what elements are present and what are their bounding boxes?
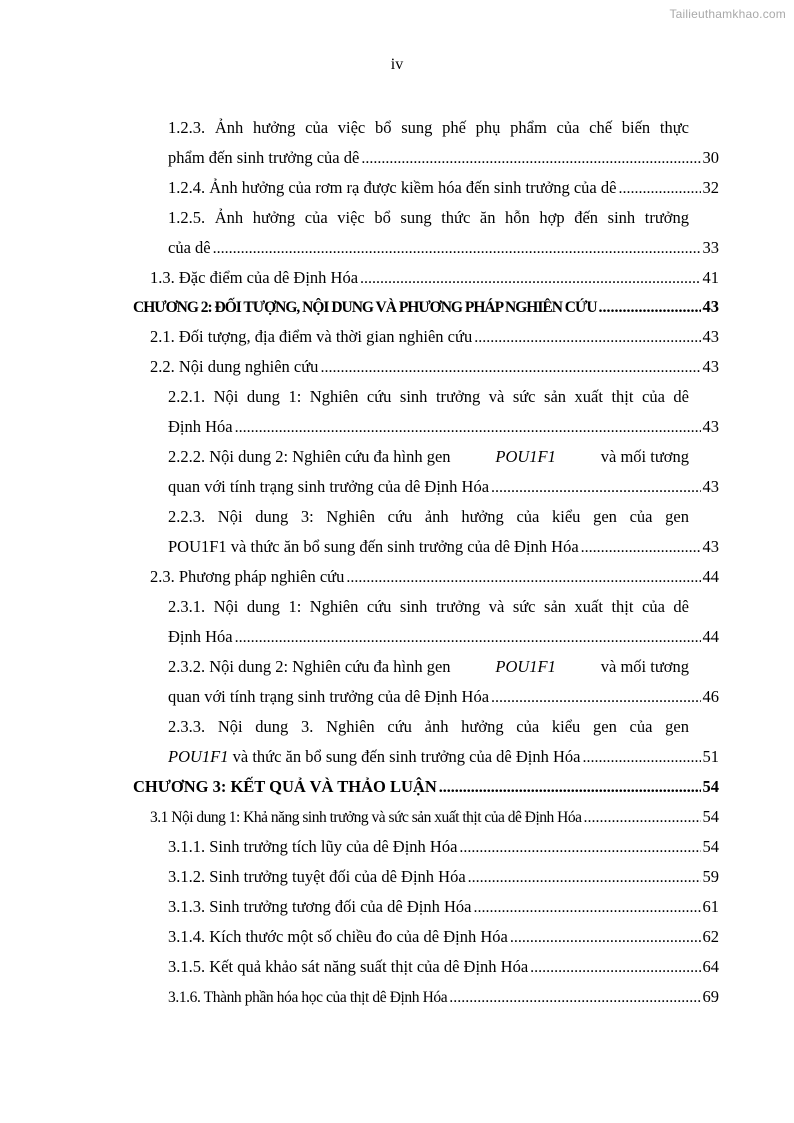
toc-entry-2-2-2[interactable] — [168, 475, 719, 499]
toc-entry-1-2-5[interactable] — [168, 236, 719, 260]
toc-entry-text: 3.1.5. Kết quả khảo sát năng suất thịt của dê Định Hóa — [168, 957, 529, 976]
toc-entry-text: quan với tính trạng sinh trưởng của dê Định Hóa — [168, 477, 490, 496]
leader-dots — [491, 686, 700, 710]
toc-entry-3-1-1[interactable] — [168, 835, 719, 859]
toc-entry-text: 3.1.3. Sinh trưởng tương đối của dê Định Hóa — [168, 897, 472, 916]
toc-entry-text: 2.1. Đối tượng, địa điểm và thời gian nghiên cứu — [150, 327, 473, 346]
toc-entry-text: 3.1 Nội dung 1: Khả năng sinh trưởng và sức sản xuất thịt của dê Định Hóa — [150, 809, 582, 826]
toc-entry-2-3-1-line1: 2.3.1. Nội dung 1: Nghiên cứu sinh trưởng và sức sản xuất thịt của dê — [168, 597, 689, 616]
toc-page-number: 43 — [702, 327, 719, 346]
toc-entry-text: POU1F1 và thức ăn bổ sung đến sinh trưởng của dê Định Hóa — [168, 537, 579, 556]
leader-dots — [439, 776, 701, 800]
toc-entry-2-3-3[interactable] — [168, 745, 719, 769]
toc-page-number: 32 — [702, 178, 719, 197]
toc-entry-text-rest: và thức ăn bổ sung đến sinh trưởng của dê Định Hóa — [228, 747, 581, 766]
toc-entry-1-2-4[interactable] — [168, 176, 719, 200]
toc-entry-text: 3.1.6. Thành phần hóa học của thịt dê Định Hóa — [168, 989, 448, 1006]
toc-page-number: 41 — [702, 268, 719, 287]
toc-entry-text: 2.2. Nội dung nghiên cứu — [150, 357, 319, 376]
toc-page-number: 54 — [702, 837, 719, 856]
toc-chapter-title: CHƯƠNG 3: KẾT QUẢ VÀ THẢO LUẬN — [133, 777, 437, 796]
toc-page-number: 61 — [702, 897, 719, 916]
toc-chapter-2[interactable] — [133, 295, 719, 319]
toc-page-number: 69 — [702, 987, 719, 1006]
toc-entry-2-2-3[interactable] — [168, 535, 719, 559]
toc-page-number: 30 — [702, 148, 719, 167]
toc-page-number: 33 — [702, 238, 719, 257]
toc-entry-1-2-3[interactable] — [168, 146, 719, 170]
leader-dots — [473, 896, 700, 920]
leader-dots — [530, 956, 700, 980]
toc-entry-3-1-4[interactable] — [168, 925, 719, 949]
toc-entry-1-2-5-line1: 1.2.5. Ảnh hưởng của việc bổ sung thức ăn hỗn hợp đến sinh trưởng — [168, 208, 689, 227]
toc-entry-2-3-1[interactable] — [168, 625, 719, 649]
toc-entry-text: 3.1.1. Sinh trưởng tích lũy của dê Định Hóa — [168, 837, 458, 856]
toc-entry-text: 2.3. Phương pháp nghiên cứu — [150, 567, 345, 586]
toc-entry-text: 3.1.2. Sinh trưởng tuyệt đối của dê Định Hóa — [168, 867, 466, 886]
leader-dots — [361, 147, 700, 171]
toc-page-number: 43 — [702, 477, 719, 496]
toc-entry-2-2-3-line1: 2.2.3. Nội dung 3: Nghiên cứu ảnh hưởng của kiểu gen của gen — [168, 507, 689, 526]
gene-name: POU1F1 — [495, 447, 556, 466]
toc-page-number: 59 — [702, 867, 719, 886]
leader-dots — [468, 866, 701, 890]
toc-entry-text: 2.2.2. Nội dung 2: Nghiên cứu đa hình gen — [168, 447, 451, 466]
toc-page-number: 54 — [702, 807, 719, 826]
toc-entry-3-1[interactable] — [150, 805, 719, 829]
toc-entry-text: 3.1.4. Kích thước một số chiều đo của dê Định Hóa — [168, 927, 508, 946]
leader-dots — [360, 267, 700, 291]
toc-entry-text: phẩm đến sinh trưởng của dê — [168, 148, 360, 167]
toc-entry-2-2[interactable] — [150, 355, 719, 379]
toc-page-number: 62 — [702, 927, 719, 946]
toc-page-number: 51 — [702, 747, 719, 766]
toc-entry-3-1-2[interactable] — [168, 865, 719, 889]
toc-entry-text: Định Hóa — [168, 417, 233, 436]
leader-dots — [583, 806, 700, 830]
watermark: Tailieuthamkhao.com — [669, 7, 786, 21]
gene-name: POU1F1 — [168, 747, 229, 766]
toc-page-number: 54 — [702, 777, 719, 796]
toc-page-number: 43 — [702, 357, 719, 376]
toc-chapter-title: CHƯƠNG 2: ĐỐI TƯỢNG, NỘI DUNG VÀ PHƯƠNG PHÁP NGHIÊN CỨU — [133, 299, 597, 316]
toc-entry-text: 2.3.2. Nội dung 2: Nghiên cứu đa hình gen — [168, 657, 451, 676]
toc-entry-2-3-3-line1: 2.3.3. Nội dung 3. Nghiên cứu ảnh hưởng của kiểu gen của gen — [168, 717, 689, 736]
leader-dots — [235, 416, 701, 440]
toc-entry-text: 1.2.4. Ảnh hưởng của rơm rạ được kiềm hóa đến sinh trưởng của dê — [168, 178, 617, 197]
toc-entry-2-2-2-line1 — [168, 445, 689, 469]
toc-entry-text: 1.3. Đặc điểm của dê Định Hóa — [150, 268, 359, 287]
leader-dots — [491, 476, 700, 500]
toc-chapter-3[interactable] — [133, 775, 719, 799]
toc-page-number: 43 — [702, 417, 719, 436]
toc-entry-2-1[interactable] — [150, 325, 719, 349]
leader-dots — [449, 986, 700, 1010]
toc-page-number: 43 — [702, 297, 719, 316]
toc-entry-text: quan với tính trạng sinh trưởng của dê Định Hóa — [168, 687, 490, 706]
toc-page-number: 64 — [702, 957, 719, 976]
page-number: iv — [390, 56, 404, 73]
toc-entry-3-1-5[interactable] — [168, 955, 719, 979]
leader-dots — [510, 926, 701, 950]
toc-entry-3-1-6[interactable] — [168, 985, 719, 1009]
toc-entry-text: và mối tương — [600, 657, 689, 676]
toc-entry-2-2-1[interactable] — [168, 415, 719, 439]
leader-dots — [320, 356, 700, 380]
toc-entry-2-3-2[interactable] — [168, 685, 719, 709]
leader-dots — [582, 746, 700, 770]
leader-dots — [618, 177, 700, 201]
leader-dots — [459, 836, 700, 860]
toc-entry-2-3-2-line1 — [168, 655, 689, 679]
toc-entry-2-3[interactable] — [150, 565, 719, 589]
toc-entry-text: và mối tương — [600, 447, 689, 466]
toc-page-number: 46 — [702, 687, 719, 706]
leader-dots — [235, 626, 701, 650]
leader-dots — [599, 296, 701, 320]
toc-page-number: 43 — [702, 537, 719, 556]
toc-entry-2-2-1-line1: 2.2.1. Nội dung 1: Nghiên cứu sinh trưởng và sức sản xuất thịt của dê — [168, 387, 689, 406]
toc-page-number: 44 — [702, 627, 719, 646]
toc-entry-text — [168, 745, 580, 769]
toc-entry-3-1-3[interactable] — [168, 895, 719, 919]
toc-entry-1-2-3-line1: 1.2.3. Ảnh hưởng của việc bổ sung phế phụ phẩm của chế biến thực — [168, 118, 689, 137]
toc-entry-1-3[interactable] — [150, 266, 719, 290]
leader-dots — [346, 566, 700, 590]
gene-name: POU1F1 — [495, 657, 556, 676]
leader-dots — [581, 536, 701, 560]
toc-entry-text: Định Hóa — [168, 627, 233, 646]
toc-entry-text: của dê — [168, 238, 211, 257]
leader-dots — [474, 326, 700, 350]
leader-dots — [213, 237, 701, 261]
toc-page-number: 44 — [702, 567, 719, 586]
